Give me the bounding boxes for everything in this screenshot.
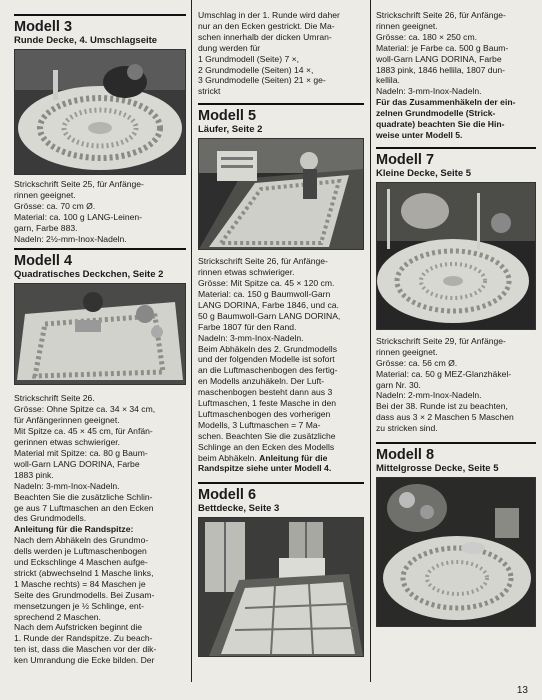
- modell-6-title: Modell 6: [198, 482, 364, 503]
- modell-7-text: Strickschrift Seite 29, für Anfänge- rinnen geeignet. Grösse: ca. 56 cm Ø. Material: ca. 50 g MEZ-Glanzhäkel- garn Nr. 30. Nadeln: 2-mm-Inox-Nadeln. Bei der 38. Runde ist zu beachten, dass aus 3 × 2 Maschen 5 Maschen zu stricken sind.: [376, 335, 514, 434]
- modell-8-photo: [376, 477, 536, 627]
- modell-5-subtitle: Läufer, Seite 2: [198, 124, 263, 136]
- modell-6-text: Strickschrift Seite 26, für Anfänge- rinnen geeignet. Grösse: ca. 180 × 250 cm. Material: je Farbe ca. 500 g Baum- woll-Garn LANG DORINA, Farbe 1883 pink, 1846 hellila, 1807 dun- kellila. Nadeln: 3-mm-Inox-Nadeln. Für das Zusammenhäkeln der ein- zelnen Grundmodelle (Strick- quadrate) beachten Sie die Hin- weise unter Modell 5.: [376, 10, 516, 140]
- column-1: [14, 0, 186, 666]
- modell-5-title: Modell 5: [198, 103, 364, 124]
- modell-6-photo: [198, 517, 364, 657]
- modell-8-title: Modell 8: [376, 442, 536, 463]
- modell-3-subtitle: Runde Decke, 4. Umschlagseite: [14, 35, 158, 46]
- modell-7-subtitle: Kleine Decke, Seite 5: [376, 167, 472, 179]
- column-rule: [370, 0, 371, 682]
- modell-8-subtitle: Mittelgrosse Decke, Seite 5: [376, 463, 499, 475]
- modell-4-continued-text: Umschlag in der 1. Runde wird daher nur an den Ecken gestrickt. Die Ma- schen innerhalb der dicken Umran- dung werden für 1 Grundmodell (Seite) 7 ×, 2 Grundmodelle (Seiten) 14 ×, 3 Grundmodelle (Seiten) 21 × ge- strickt: [198, 10, 340, 97]
- modell-5-photo: [198, 138, 364, 250]
- modell-4-photo: [14, 283, 186, 385]
- modell-4-subtitle: Quadratisches Deckchen, Seite 2: [14, 269, 164, 281]
- page-number: 13: [516, 685, 528, 696]
- column-2: [198, 0, 364, 657]
- modell-4-text: Strickschrift Seite 26. Grösse: Ohne Spitze ca. 34 × 34 cm, für Anfängerinnen geeignet. Mit Spitze ca. 45 × 45 cm, für Anfän- gerinnen etwas schwieriger. Material mit Spitze: ca. 80 g Baum- woll-Garn LANG DORINA, Farbe 1883 pink. Nadeln: 3-mm-Inox-Nadeln. Beachten Sie die zusätzliche Schlin- ge aus 7 Luftmaschen an den Ecken des Grundmodells. Anleitung für die Randspitze: Nach dem Abhäkeln des Grundmo- dells werden je Luftmaschenbogen und Eckschlinge 4 Maschen aufge- strickt (abwechselnd 1 Masche links, 1 Masche rechts) = 84 Maschen je Seite des Grundmodells. Bei Zusam- mensetzungen je ½ Schlinge, ent- sprechend 2 Maschen. Nach dem Aufstricken beginnt die 1. Runde der Randspitze. Zu beach- ten ist, dass die Maschen vor der dik- ken Umrandung die Ecke bilden. Der: [14, 393, 157, 666]
- modell-7-title: Modell 7: [376, 147, 536, 168]
- modell-7-photo: [376, 182, 536, 330]
- modell-6-subtitle: Bettdecke, Seite 3: [198, 503, 280, 515]
- column-rule: [191, 0, 192, 682]
- column-3: [376, 0, 536, 627]
- modell-4-title: Modell 4: [14, 248, 186, 269]
- modell-3-photo: [14, 49, 186, 175]
- modell-5-text: Strickschrift Seite 26, für Anfänge- rinnen etwas schwieriger. Grösse: Mit Spitze ca. 45 × 120 cm. Material: ca. 150 g Baumwoll-Garn LANG DORINA, Farbe 1846, und ca. 50 g Baumwoll-Garn LANG DORINA, Farbe 1807 für den Rand. Nadeln: 3-mm-Inox-Nadeln. Beim Abhäkeln des 2. Grundmodells und der folgenden Modelle ist sofort an die Luftmaschenbogen des fertig- en Modells anzuhäkeln. Der Luft- maschenbogen besteht dann aus 3 Luftmaschen, 1 feste Masche in den Luftmaschenbogen des vorherigen Modells, 3 Luftmaschen = 7 Ma- schen. Beachten Sie die zusätzliche Schlinge an den Ecken des Modells beim Abhäkeln. Anleitung für die Randspitze siehe unter Modell 4.: [198, 256, 341, 474]
- modell-3-text: Strickschrift Seite 25, für Anfänge- rinnen geeignet. Grösse: ca. 70 cm Ø. Material: ca. 100 g LANG-Leinen- garn, Farbe 883. Nadeln: 2½-mm-Inox-Nadeln.: [14, 179, 144, 244]
- modell-3-title: Modell 3: [14, 14, 186, 35]
